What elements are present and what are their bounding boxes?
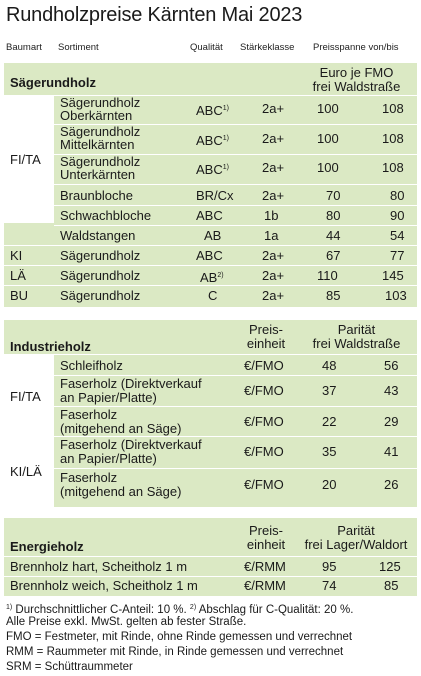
- industrie-row2-sort2: an Papier/Platte): [60, 390, 157, 405]
- industrie-row2-bis: 43: [384, 383, 399, 398]
- energie-title: Energieholz: [10, 539, 84, 554]
- saege-title: Sägerundholz: [10, 75, 96, 90]
- energie-row2-unit: €/RMM: [244, 578, 286, 593]
- header-preisspanne: Preisspanne von/bis: [313, 42, 399, 53]
- industrie-row1-unit: €/FMO: [244, 358, 284, 373]
- industrie-row3-sort2: (mitgehend an Säge): [60, 421, 182, 436]
- saege-row6-sort1: Waldstangen: [60, 228, 136, 243]
- industrie-paritaet-line1: Parität: [337, 322, 376, 337]
- saege-baumart-fita: FI/TA: [10, 152, 41, 167]
- industrie-row2-sort1: Faserholz (Direktverkauf: [60, 376, 202, 391]
- industrie-row4-sort1: Faserholz (Direktverkauf: [60, 437, 202, 452]
- industrie-row3-unit: €/FMO: [244, 414, 284, 429]
- saege-row4-st: 2a+: [262, 188, 285, 203]
- industrie-row5-bis: 26: [384, 477, 399, 492]
- saege-row8-bis: 145: [382, 268, 404, 283]
- saege-row5-sort1: Schwachbloche: [60, 208, 152, 223]
- industrie-row5-sort2: (mitgehend an Säge): [60, 484, 182, 499]
- footnote-2: Alle Preise exkl. MwSt. gelten ab fester Straße.: [6, 616, 247, 628]
- saege-row8-ba: LÄ: [10, 268, 26, 283]
- saege-row4-bis: 80: [390, 188, 405, 203]
- saege-section: [4, 63, 417, 307]
- saege-row6-q: AB: [204, 228, 222, 243]
- footnote-srm: SRM = Schüttraummeter: [6, 661, 133, 673]
- saege-unit-line2: frei Waldstraße: [312, 79, 401, 94]
- saege-row1-bis: 108: [382, 101, 404, 116]
- saege-row1-sort2: Oberkärnten: [60, 108, 133, 123]
- saege-row9-q: C: [208, 288, 218, 303]
- saege-row9-sort1: Sägerundholz: [60, 288, 141, 303]
- industrie-row1-bis: 56: [384, 358, 399, 373]
- industrie-baumart-fita: FI/TA: [10, 389, 41, 404]
- industrie-row5-sort1: Faserholz: [60, 470, 118, 485]
- saege-row4-von: 70: [326, 188, 341, 203]
- industrie-row1-von: 48: [322, 358, 337, 373]
- saege-row9-ba: BU: [10, 288, 29, 303]
- saege-row5-bis: 90: [390, 208, 405, 223]
- saege-row8-von: 110: [317, 268, 338, 283]
- saege-unit-line1: Euro je FMO: [319, 65, 394, 80]
- industrie-paritaet-line2: frei Waldstraße: [312, 336, 401, 351]
- energie-row1-von: 95: [322, 559, 337, 574]
- saege-row9-von: 85: [326, 288, 341, 303]
- energie-paritaet-line1: Parität: [337, 523, 375, 538]
- energie-einheit-line1: Preis-: [249, 523, 283, 538]
- saege-row8-st: 2a+: [262, 268, 285, 283]
- industrie-row4-sort2: an Papier/Platte): [60, 451, 157, 466]
- industrie-row3-bis: 29: [384, 414, 399, 429]
- saege-row7-q: ABC: [196, 248, 223, 263]
- saege-row4-q: BR/Cx: [196, 188, 234, 203]
- industrie-baumart-kila: KI/LÄ: [10, 464, 42, 479]
- header-staerkeklasse: Stärkeklasse: [240, 42, 295, 53]
- header-baumart: Baumart: [6, 42, 42, 53]
- footnote-1: $^{1)}$ Durchschnittlicher C-Anteil: 10 %. $^{2)}$ Abschlag für C-Qualität: 20 %.: [6, 604, 354, 616]
- industrie-title: Industrieholz: [10, 339, 91, 354]
- industrie-row3-sort1: Faserholz: [60, 407, 118, 422]
- saege-row2-sort1: Sägerundholz: [60, 124, 141, 139]
- saege-row5-von: 80: [326, 208, 341, 223]
- saege-row3-bis: 108: [382, 160, 404, 175]
- header-sortiment: Sortiment: [58, 42, 99, 53]
- saege-row2-von: 100: [317, 131, 339, 146]
- industrie-row5-unit: €/FMO: [244, 477, 284, 492]
- saege-row8-sort1: Sägerundholz: [60, 268, 141, 283]
- saege-row1-q: ABC$^{1)}$: [196, 103, 229, 118]
- industrie-row2-von: 37: [322, 383, 337, 398]
- saege-row6-von: 44: [326, 228, 341, 243]
- energie-row2-bis: 85: [384, 578, 399, 593]
- industrie-row3-von: 22: [322, 414, 337, 429]
- energie-paritaet-line2: frei Lager/Waldort: [304, 537, 408, 552]
- industrie-row4-von: 35: [322, 444, 337, 459]
- energie-row1-sort: Brennholz hart, Scheitholz 1 m: [10, 559, 188, 574]
- saege-row4-sort1: Braunbloche: [60, 188, 133, 203]
- energie-section: [4, 518, 417, 596]
- saege-row2-st: 2a+: [262, 131, 285, 146]
- footnote-rmm: RMM = Raummeter mit Rinde, in Rinde gemessen und verrechnet: [6, 646, 344, 658]
- saege-row6-bis: 54: [390, 228, 405, 243]
- saege-row6-st: 1a: [264, 228, 279, 243]
- energie-row1-unit: €/RMM: [244, 559, 286, 574]
- footnote-fmo: FMO = Festmeter, mit Rinde, ohne Rinde gemessen und verrechnet: [6, 631, 353, 643]
- industrie-row4-bis: 41: [384, 444, 399, 459]
- saege-row1-von: 100: [317, 101, 339, 116]
- saege-row2-sort2: Mittelkärnten: [60, 137, 135, 152]
- saege-row3-sort2: Unterkärnten: [60, 167, 136, 182]
- energie-einheit-line2: einheit: [246, 537, 286, 552]
- saege-row3-sort1: Sägerundholz: [60, 154, 141, 169]
- saege-row7-st: 2a+: [262, 248, 285, 263]
- industrie-einheit-line1: Preis-: [249, 322, 283, 337]
- saege-row5-st: 1b: [264, 208, 279, 223]
- industrie-row5-von: 20: [322, 477, 337, 492]
- saege-row3-von: 100: [317, 160, 339, 175]
- energie-row1-bis: 125: [379, 559, 401, 574]
- saege-row1-st: 2a+: [262, 101, 285, 116]
- industrie-row4-unit: €/FMO: [244, 444, 284, 459]
- saege-row5-q: ABC: [196, 208, 223, 223]
- saege-row7-von: 67: [326, 248, 341, 263]
- saege-row3-st: 2a+: [262, 160, 285, 175]
- saege-row8-q: AB$^{2)}$: [200, 270, 224, 285]
- energie-row2-von: 74: [322, 578, 337, 593]
- page-title: Rundholzpreise Kärnten Mai 2023: [6, 4, 303, 26]
- industrie-row1-sort1: Schleifholz: [60, 358, 123, 373]
- saege-row9-st: 2a+: [262, 288, 285, 303]
- industrie-row2-unit: €/FMO: [244, 383, 284, 398]
- saege-row2-q: ABC$^{1)}$: [196, 133, 229, 148]
- saege-row7-ba: KI: [10, 248, 23, 263]
- industrie-section: [4, 320, 417, 507]
- saege-row9-bis: 103: [385, 288, 407, 303]
- saege-row7-bis: 77: [390, 248, 405, 263]
- saege-row3-q: ABC$^{1)}$: [196, 162, 229, 177]
- header-qualitaet: Qualität: [190, 42, 223, 53]
- saege-row7-sort1: Sägerundholz: [60, 248, 141, 263]
- energie-row2-sort: Brennholz weich, Scheitholz 1 m: [10, 578, 198, 593]
- saege-row2-bis: 108: [382, 131, 404, 146]
- saege-row1-sort1: Sägerundholz: [60, 95, 141, 110]
- industrie-einheit-line2: einheit: [246, 336, 286, 351]
